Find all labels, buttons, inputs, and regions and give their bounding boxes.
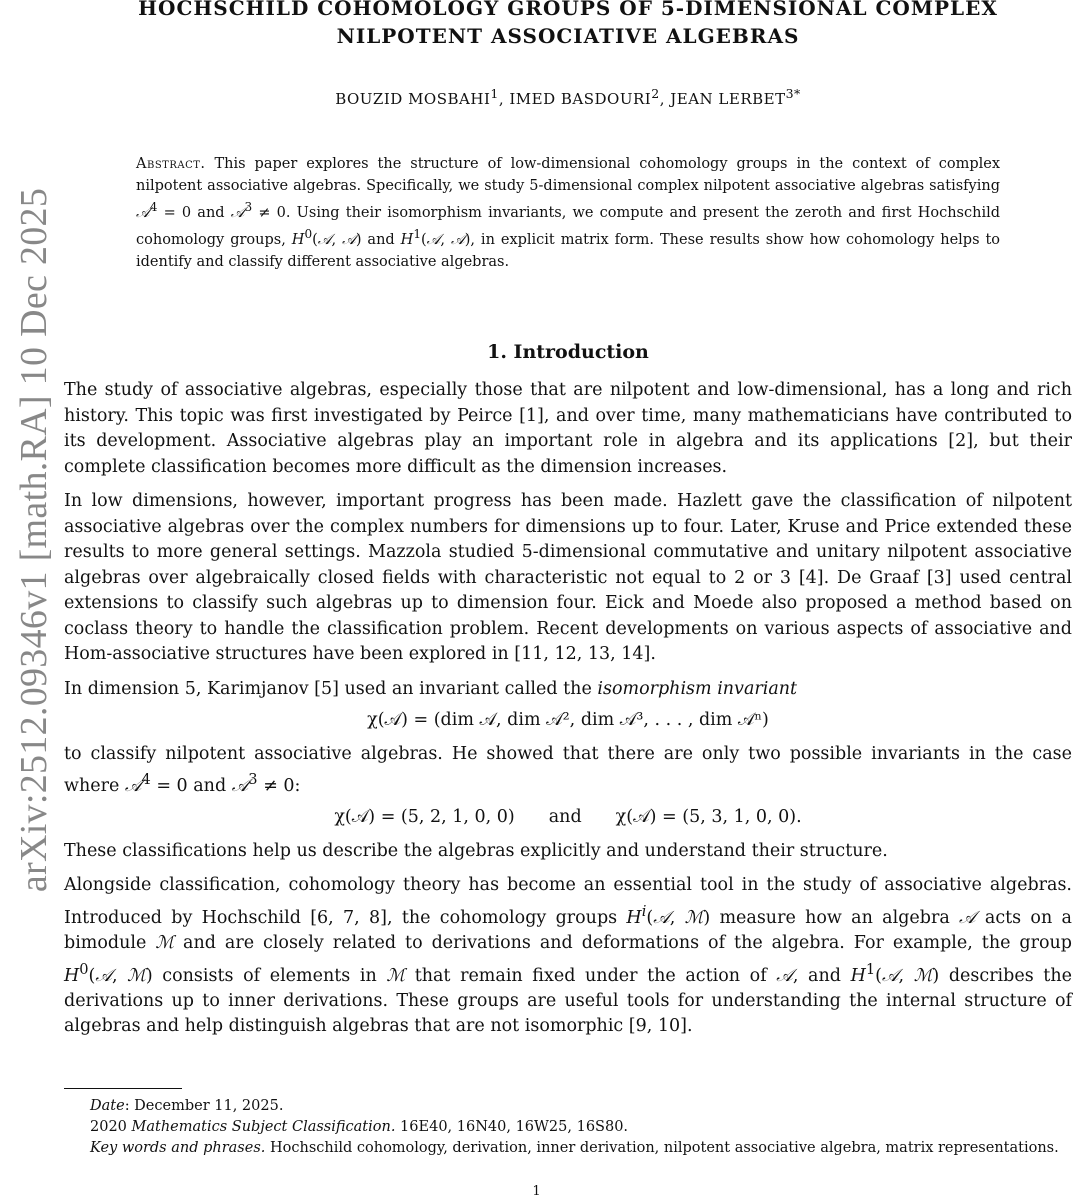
paragraph: The study of associative algebras, especially those that are nilpotent and low-dimensional, has a long and rich history. This topic was first investigated by Peirce [1], and over time, many mathematicians have contributed to its development. Associative algebras play an important role in algebra and its applications [2], but their complete classification becomes more difficult as the dimension increases. <box>64 380 1072 477</box>
paragraph: Alongside classification, cohomology theory has become an essential tool in the study of associative algebras. Introduced by Hochschild [6, 7, 8], the cohomology groups $H^i(𝒜$, ℳ) measure how an algebra 𝒜 acts on a bimodule ℳ and are closely related to derivations and deformations of the algebra. For example, the group $H^0(𝒜$, ℳ) consists of elements in ℳ that remain fixed under the action of 𝒜, and $H^1(𝒜$, ℳ) describes the derivations up to inner derivations. These groups are useful tools for understanding the internal structure of algebras and help distinguish algebras that are not isomorphic [9, 10]. <box>64 875 1072 1037</box>
invariant-cases-equation: χ(𝒜) = (5, 2, 1, 0, 0) and χ(𝒜) = (5, 3, 1, 0, 0). <box>334 807 802 828</box>
msc-footnote: 2020 Mathematics Subject Classification. 16E40, 16N40, 16W25, 16S80. <box>90 1119 629 1135</box>
invariant-equation: χ(𝒜) = (dim 𝒜, dim 𝒜², dim 𝒜³, . . . , dim 𝒜ⁿ) <box>367 710 769 730</box>
abstract: Abstract. This paper explores the structure of low-dimensional cohomology groups in the context of complex nilpotent associative algebras. Specifically, we study 5-dimensional complex nilpotent associative algebras satisfying 𝒜$^4$ = 0 and 𝒜$^3$ ≠ 0. Using their isomorphism invariants, we compute and present the zeroth and first Hochschild cohomology groups, $H^0(𝒜$, 𝒜) and $H^1(𝒜$, 𝒜), in explicit matrix form. These results show how cohomology helps to identify and classify different associative algebras. <box>136 156 1001 270</box>
paragraph: to classify nilpotent associative algebras. He showed that there are only two possible invariants in the case where 𝒜$^4$ = 0 and 𝒜$^3$ ≠ 0: <box>64 743 1072 796</box>
keywords-footnote: Key words and phrases. Hochschild cohomology, derivation, inner derivation, nilpotent associative algebra, matrix representations. <box>90 1140 1059 1156</box>
date-footnote: Date: December 11, 2025. <box>90 1098 284 1114</box>
introduction-body <box>64 378 1072 1049</box>
page-number: 1 <box>532 1184 541 1199</box>
footnote-rule <box>64 1088 182 1089</box>
section-heading: 1. Introduction <box>487 341 649 363</box>
paragraph: These classifications help us describe the algebras explicitly and understand their structure. <box>64 840 888 861</box>
author-list: BOUZID MOSBAHI$^1$, IMED BASDOURI$^2$, JEAN $LERBET^{3*}$ <box>335 86 801 108</box>
paragraph: In dimension 5, Karimjanov [5] used an invariant called the isomorphism invariant <box>64 678 798 699</box>
abstract-label: Abstract. <box>136 156 206 172</box>
paragraph: In low dimensions, however, important progress has been made. Hazlett gave the classification of nilpotent associative algebras over the complex numbers for dimensions up to four. Later, Kruse and Price extended these results to more general settings. Mazzola studied 5-dimensional commutative and unitary nilpotent associative algebras over algebraically closed fields with characteristic not equal to 2 or 3 [4]. De Graaf [3] used central extensions to classify such algebras up to dimension four. Eick and Moede also proposed a method based on coclass theory to handle the classification problem. Recent developments on various aspects of associative and Hom-associative structures have been explored in [11, 12, 13, 14]. <box>64 491 1072 664</box>
arxiv-stamp: arXiv:2512.09346v1 [math.RA] 10 Dec 2025 <box>13 187 55 893</box>
footnotes <box>64 1096 1072 1159</box>
paper-title: HOCHSCHILD COHOMOLOGY GROUPS OF 5-DIMENSIONAL COMPLEX NILPOTENT ASSOCIATIVE ALGEBRAS <box>138 0 998 48</box>
